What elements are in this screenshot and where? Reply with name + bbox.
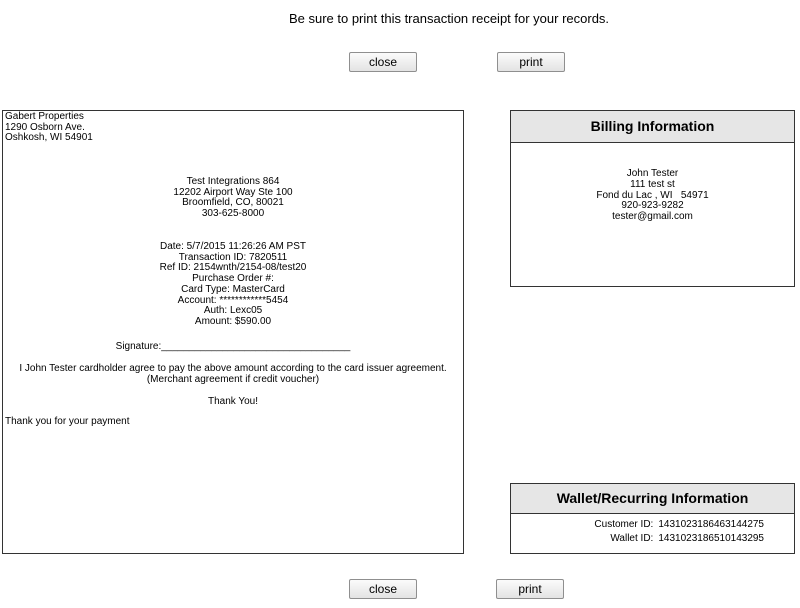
customer-id-row (511, 518, 794, 532)
wallet-id-value: 1431023186510143295 (658, 533, 764, 544)
card-type: Card Type: MasterCard (181, 283, 285, 295)
merchant-address (5, 112, 93, 144)
signature-label: Signature:__________________________________ (115, 341, 351, 352)
amount: Amount: $590.00 (194, 315, 272, 327)
transaction-date: Date: 5/7/2015 11:26:26 AM PST (159, 241, 307, 252)
merchant-name: Gabert Properties (5, 111, 84, 122)
print-button-top[interactable]: print (497, 52, 565, 72)
transaction-details (3, 242, 463, 328)
wallet-id-label: Wallet ID: (610, 533, 654, 544)
account-number: Account: ************5454 (177, 294, 289, 306)
print-notice: Be sure to print this transaction receipt for your records. (288, 11, 610, 26)
agreement-text: I John Tester cardholder agree to pay the above amount according to the card issuer agreement. (19, 363, 447, 374)
billing-name: John Tester (626, 168, 679, 179)
signature-line (3, 342, 463, 353)
billing-city: Fond du Lac , WI 54971 (596, 189, 709, 201)
customer-id-label: Customer ID: (594, 519, 654, 530)
wallet-id-row (511, 532, 794, 546)
customer-id-value: 1431023186463144275 (658, 519, 764, 530)
merchant-street: 1290 Osborn Ave. (5, 121, 85, 133)
billing-title: Billing Information (511, 111, 794, 143)
wallet-details (511, 518, 794, 546)
close-button-top[interactable]: close (349, 52, 417, 72)
billing-phone: 920-923-9282 (621, 200, 684, 212)
print-button-bottom[interactable]: print (496, 579, 564, 599)
store-city: Broomfield, CO, 80021 (182, 197, 284, 209)
thank-you-center (3, 397, 463, 408)
wallet-title: Wallet/Recurring Information (511, 484, 794, 514)
close-button-bottom[interactable]: close (349, 579, 417, 599)
store-street: 12202 Airport Way Ste 100 (173, 186, 293, 198)
store-address (3, 177, 463, 220)
purchase-order: Purchase Order #: (192, 273, 274, 285)
billing-street: 111 test st (630, 178, 675, 190)
cardholder-agreement (3, 364, 463, 385)
receipt-panel (2, 110, 464, 554)
thank-you-payment: Thank you for your payment (5, 416, 130, 427)
billing-email: tester@gmail.com (612, 211, 693, 223)
ref-id: Ref ID: 2154wnth/2154-08/test20 (159, 262, 307, 274)
store-phone: 303-625-8000 (201, 208, 265, 220)
billing-information-panel (510, 110, 795, 287)
billing-details (511, 169, 794, 223)
merchant-city: Oshkosh, WI 54901 (5, 132, 93, 144)
transaction-id: Transaction ID: 7820511 (178, 251, 288, 263)
store-name: Test Integrations 864 (186, 176, 280, 187)
wallet-recurring-panel (510, 483, 795, 554)
merchant-agreement-text: (Merchant agreement if credit voucher) (146, 373, 320, 385)
thank-you-text: Thank You! (207, 396, 259, 407)
auth-code: Auth: Lexc05 (203, 305, 263, 317)
